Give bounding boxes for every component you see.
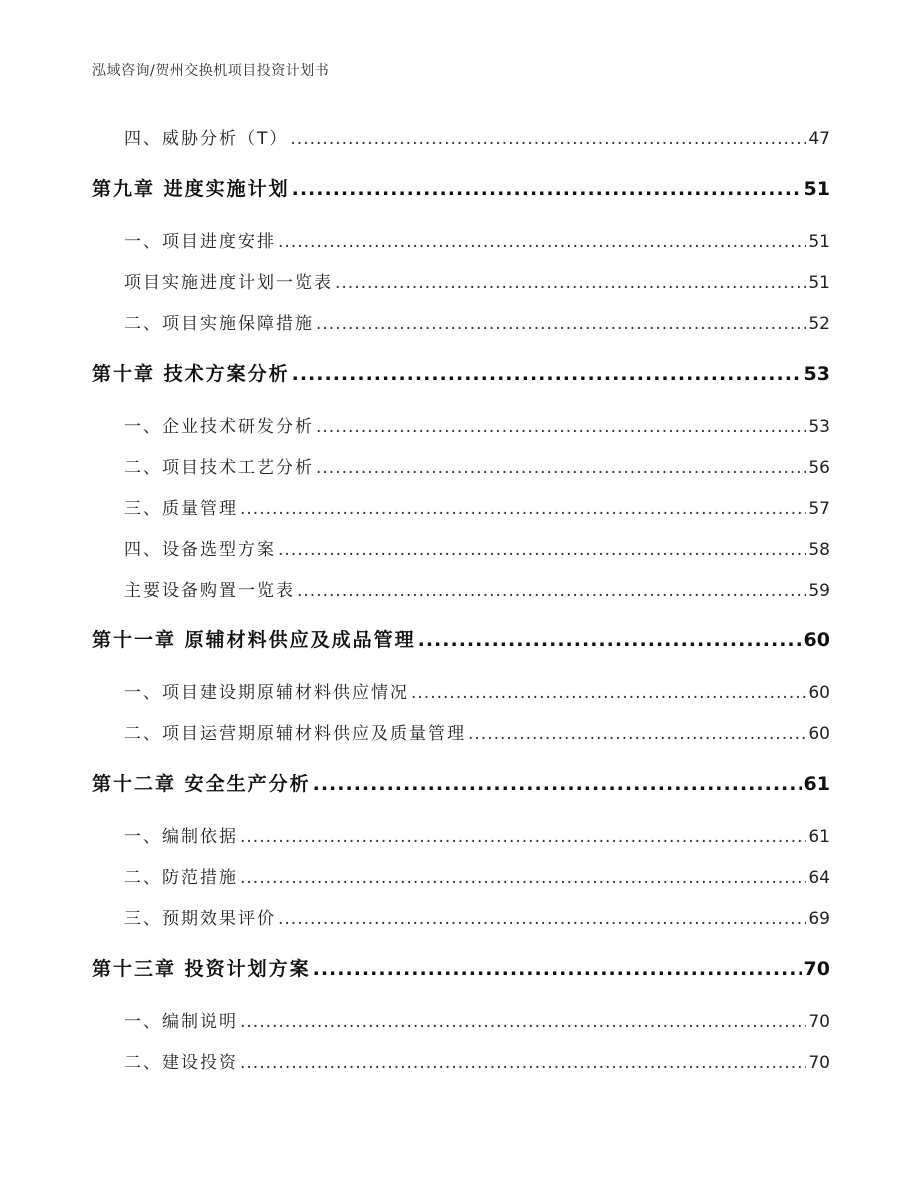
toc-chapter[interactable]: [92, 359, 830, 386]
toc-leader-dots: [292, 363, 802, 385]
toc-leader-dots: [468, 724, 806, 744]
toc-entry[interactable]: [124, 1007, 830, 1032]
toc-leader-dots: [240, 1012, 806, 1032]
toc-entry-page: 57: [808, 499, 830, 519]
toc-entry-title: 项目实施进度计划一览表: [124, 273, 333, 293]
toc-leader-dots: [335, 273, 806, 293]
toc-entry-page: 60: [808, 724, 830, 744]
toc-entry-page: 70: [808, 1012, 830, 1032]
toc-entry-title: 项目进度安排: [162, 232, 276, 252]
toc-entry-title: 预期效果评价: [162, 909, 276, 929]
toc-entry-title: 设备选型方案: [162, 540, 276, 560]
toc-leader-dots: [292, 178, 802, 200]
toc-entry-number: 三、: [124, 499, 162, 519]
toc-entry-page: 60: [808, 683, 830, 703]
toc-entry[interactable]: [124, 453, 830, 478]
toc-chapter-title: 第十二章 安全生产分析: [92, 773, 311, 795]
toc-leader-dots: [313, 958, 802, 980]
toc-leader-dots: [278, 540, 806, 560]
toc-entry-page: 51: [808, 273, 830, 293]
toc-entry-number: 二、: [124, 1053, 162, 1073]
toc-entry-number: 四、: [124, 129, 162, 149]
toc-entry-page: 51: [808, 232, 830, 252]
toc-chapter-page: 51: [803, 178, 830, 200]
toc-entry-title: 质量管理: [162, 499, 238, 519]
toc-entry-page: 47: [808, 129, 830, 149]
toc-leader-dots: [411, 683, 806, 703]
toc-entry-title: 编制说明: [162, 1012, 238, 1032]
toc-entry-number: 二、: [124, 868, 162, 888]
toc-chapter-title: 第十一章 原辅材料供应及成品管理: [92, 629, 416, 651]
toc-leader-dots: [240, 1053, 806, 1073]
toc-chapter-title: 第十章 技术方案分析: [92, 363, 290, 385]
toc-entry-number: 三、: [124, 909, 162, 929]
toc-entry-number: 一、: [124, 827, 162, 847]
running-header: 泓域咨询/贺州交换机项目投资计划书: [92, 63, 330, 79]
toc-chapter[interactable]: [92, 174, 830, 201]
toc-chapter-page: 70: [803, 958, 830, 980]
toc-entry[interactable]: [124, 863, 830, 888]
toc-entry-number: 二、: [124, 724, 162, 744]
toc-entry[interactable]: [124, 719, 830, 744]
toc-entry[interactable]: [124, 1048, 830, 1073]
toc-entry-number: 一、: [124, 1012, 162, 1032]
toc-entry-title: 企业技术研发分析: [162, 417, 314, 437]
toc-entry-title: 防范措施: [162, 868, 238, 888]
toc-entry-number: 二、: [124, 314, 162, 334]
toc-chapter-page: 61: [803, 773, 830, 795]
toc-chapter[interactable]: [92, 769, 830, 796]
toc-chapter[interactable]: [92, 954, 830, 981]
toc-entry-page: 69: [808, 909, 830, 929]
toc-leader-dots: [297, 581, 806, 601]
toc-entry-title: 主要设备购置一览表: [124, 581, 295, 601]
toc-leader-dots: [418, 629, 802, 651]
toc-entry[interactable]: [124, 227, 830, 252]
toc-entry-title: 项目实施保障措施: [162, 314, 314, 334]
toc-entry-title: 编制依据: [162, 827, 238, 847]
toc-chapter-title: 第九章 进度实施计划: [92, 178, 290, 200]
toc-entry-number: 四、: [124, 540, 162, 560]
toc-entry-page: 64: [808, 868, 830, 888]
toc-leader-dots: [313, 773, 802, 795]
toc-entry-number: 一、: [124, 683, 162, 703]
toc-entry-title: 项目运营期原辅材料供应及质量管理: [162, 724, 466, 744]
toc-entry-title: 威胁分析（T）: [162, 129, 289, 149]
toc-leader-dots: [290, 129, 806, 149]
toc-chapter-page: 53: [803, 363, 830, 385]
toc-entry-title: 项目建设期原辅材料供应情况: [162, 683, 409, 703]
toc-entry[interactable]: [124, 822, 830, 847]
toc-entry[interactable]: [124, 494, 830, 519]
toc-leader-dots: [316, 314, 806, 334]
toc-entry-page: 58: [808, 540, 830, 560]
toc-leader-dots: [316, 458, 806, 478]
toc-leader-dots: [240, 827, 806, 847]
toc-entry[interactable]: [124, 412, 830, 437]
toc-chapter[interactable]: [92, 625, 830, 652]
toc-entry-page: 61: [808, 827, 830, 847]
toc-entry-page: 70: [808, 1053, 830, 1073]
toc-leader-dots: [240, 499, 806, 519]
toc-entry[interactable]: [124, 268, 830, 293]
toc-entry-page: 59: [808, 581, 830, 601]
toc-entry[interactable]: [124, 535, 830, 560]
toc-entry-page: 52: [808, 314, 830, 334]
toc-entry-page: 53: [808, 417, 830, 437]
toc-entry-number: 一、: [124, 232, 162, 252]
toc-entry[interactable]: [124, 309, 830, 334]
toc-leader-dots: [278, 909, 806, 929]
toc-chapter-title: 第十三章 投资计划方案: [92, 958, 311, 980]
toc-entry[interactable]: [124, 678, 830, 703]
toc-chapter-page: 60: [803, 629, 830, 651]
toc-entry[interactable]: [124, 904, 830, 929]
toc-entry[interactable]: [124, 576, 830, 601]
toc-entry-number: 二、: [124, 458, 162, 478]
toc-entry-title: 建设投资: [162, 1053, 238, 1073]
toc-entry-title: 项目技术工艺分析: [162, 458, 314, 478]
toc-entry-number: 一、: [124, 417, 162, 437]
toc-entry-page: 56: [808, 458, 830, 478]
toc-leader-dots: [240, 868, 806, 888]
toc-entry[interactable]: [124, 124, 830, 149]
toc-leader-dots: [278, 232, 806, 252]
toc-leader-dots: [316, 417, 806, 437]
